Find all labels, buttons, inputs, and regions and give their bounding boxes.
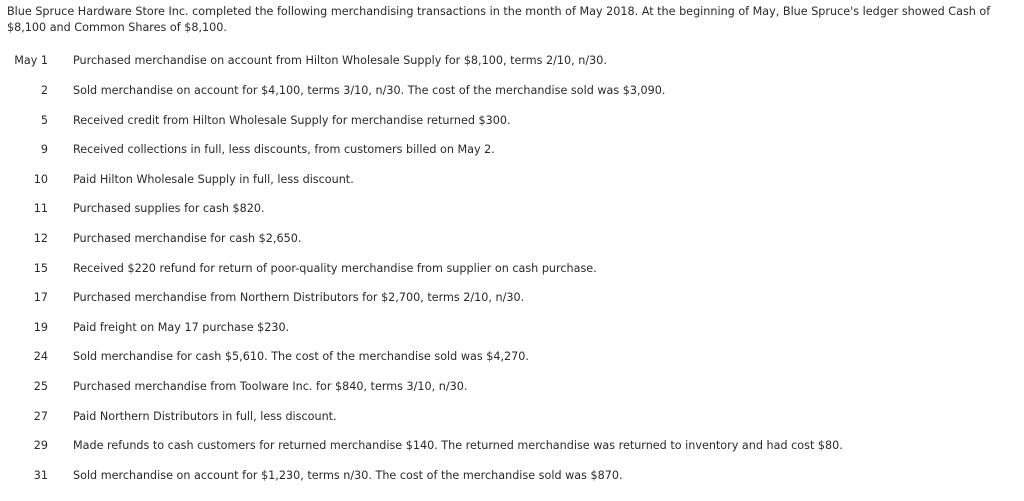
table-row bbox=[7, 379, 1017, 409]
table-row bbox=[7, 83, 1017, 113]
transaction-date: 29 bbox=[33, 439, 48, 453]
transaction-date: 15 bbox=[33, 261, 48, 275]
transaction-description: Made refunds to cash customers for returned merchandise $140. The returned merchandise was returned to inventory and had cost $80. bbox=[73, 439, 843, 453]
transaction-description: Purchased merchandise from Northern Distributors for $2,700, terms 2/10, n/30. bbox=[73, 291, 525, 305]
transaction-description: Sold merchandise on account for $4,100, terms 3/10, n/30. The cost of the merchandise sold was $3,090. bbox=[73, 84, 666, 98]
transaction-date: 24 bbox=[33, 350, 48, 364]
transaction-description: Purchased supplies for cash $820. bbox=[73, 202, 265, 216]
transaction-description: Purchased merchandise for cash $2,650. bbox=[73, 232, 302, 246]
table-row bbox=[7, 261, 1017, 291]
transaction-description: Sold merchandise for cash $5,610. The cost of the merchandise sold was $4,270. bbox=[73, 350, 529, 364]
transaction-description: Paid Hilton Wholesale Supply in full, less discount. bbox=[73, 172, 354, 186]
transaction-date: 2 bbox=[40, 84, 48, 98]
transaction-date: 19 bbox=[33, 320, 48, 334]
table-row bbox=[7, 320, 1017, 350]
transaction-date: 17 bbox=[33, 291, 48, 305]
transaction-date: 11 bbox=[33, 202, 48, 216]
table-row bbox=[7, 201, 1017, 231]
table-row bbox=[7, 290, 1017, 320]
table-row bbox=[7, 142, 1017, 172]
transaction-description: Received $220 refund for return of poor-quality merchandise from supplier on cash purchase. bbox=[73, 261, 597, 275]
transaction-description: Received collections in full, less discounts, from customers billed on May 2. bbox=[73, 143, 495, 157]
table-row bbox=[7, 231, 1017, 261]
transaction-date: 27 bbox=[33, 409, 48, 423]
transaction-date: 10 bbox=[33, 172, 48, 186]
transaction-description: Purchased merchandise from Toolware Inc. for $840, terms 3/10, n/30. bbox=[73, 380, 468, 393]
transaction-description: Received credit from Hilton Wholesale Supply for merchandise returned $300. bbox=[73, 113, 511, 127]
table-row bbox=[7, 113, 1017, 143]
transaction-date: 12 bbox=[33, 232, 48, 246]
transactions-table bbox=[7, 53, 1017, 497]
table-row bbox=[7, 349, 1017, 379]
table-row bbox=[7, 438, 1017, 468]
transaction-date: May 1 bbox=[14, 54, 48, 68]
transaction-date: 5 bbox=[40, 113, 48, 127]
problem-intro: Blue Spruce Hardware Store Inc. completed the following merchandising transactions in the month of May 2018. At the beginning of May, Blue Spruce's ledger showed Cash of $8,100 and Common Shares of $8,100. bbox=[7, 5, 991, 35]
table-row bbox=[7, 409, 1017, 439]
transaction-date: 25 bbox=[33, 380, 48, 393]
table-row bbox=[7, 468, 1017, 498]
transaction-description: Paid freight on May 17 purchase $230. bbox=[73, 320, 290, 334]
table-row bbox=[7, 172, 1017, 202]
transaction-date: 31 bbox=[33, 468, 48, 482]
table-row bbox=[7, 53, 1017, 83]
transaction-description: Sold merchandise on account for $1,230, terms n/30. The cost of the merchandise sold was $870. bbox=[73, 468, 623, 482]
transaction-description: Purchased merchandise on account from Hilton Wholesale Supply for $8,100, terms 2/10, n/30. bbox=[73, 54, 607, 68]
transaction-description: Paid Northern Distributors in full, less discount. bbox=[73, 409, 337, 423]
transaction-date: 9 bbox=[40, 143, 48, 157]
